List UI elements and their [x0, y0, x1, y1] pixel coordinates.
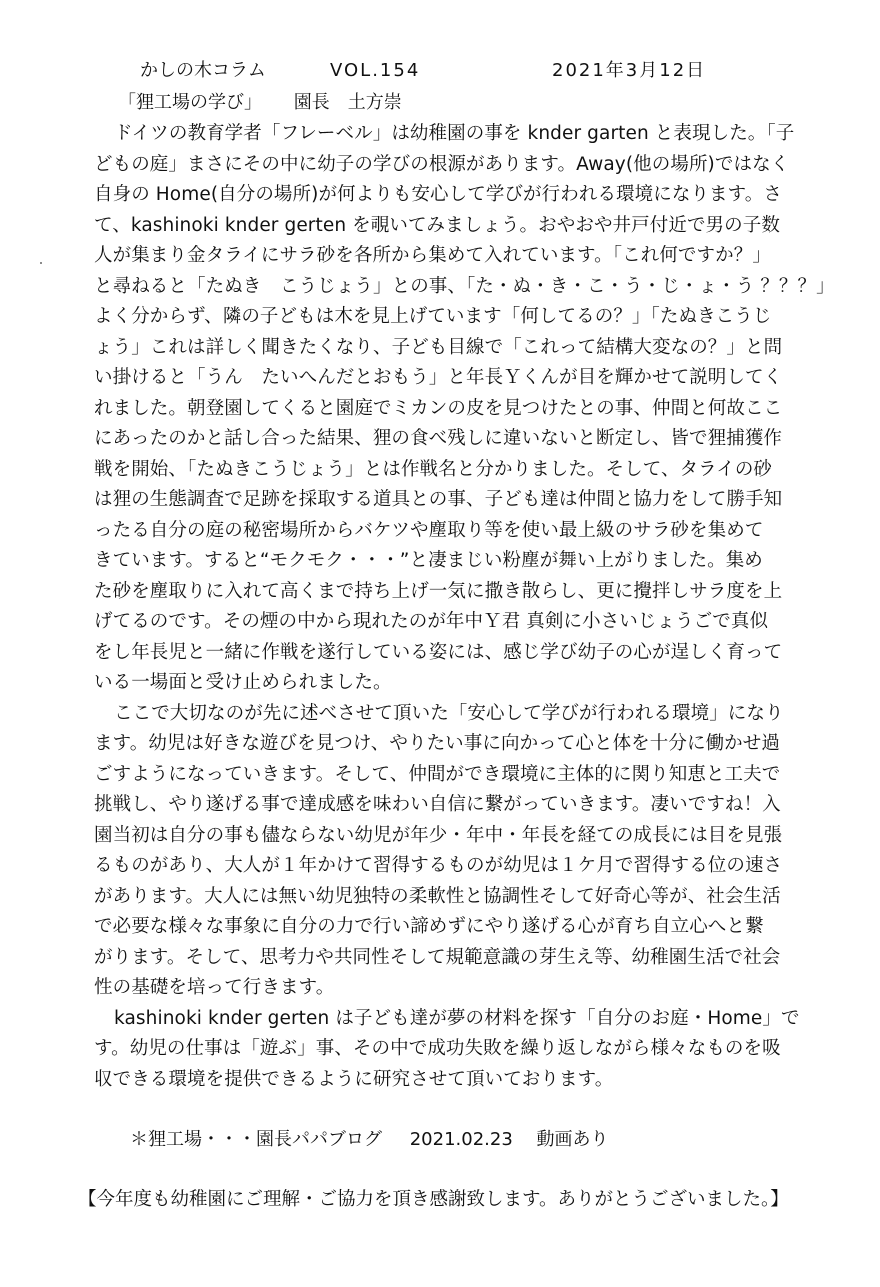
article-heading: [118, 90, 402, 116]
body-line: 園当初は自分の事も儘ならない幼児が年少・年中・年長を経ての成長には目を見張: [94, 824, 783, 846]
body-line: と尋ねると「たぬき こうじょう」との事、「た・ぬ・き・こ・う・じ・ょ・う ？？？」: [94, 275, 835, 297]
body-line: をし年長児と一緒に作戦を遂行している姿には、感じ学び幼子の心が逞しく育って: [94, 641, 783, 663]
note-video: 動画あり: [536, 1129, 609, 1150]
body-line: るものがあり、大人が１年かけて習得するものが幼児は１ケ月で習得する位の速さ: [94, 855, 783, 876]
article-body: [94, 119, 835, 1095]
body-line: 人が集まり金タライにサラ砂を各所から集めて入れています。「これ何ですか？」: [94, 245, 771, 266]
body-line: は狸の生態調査で足跡を採取する道具との事、子ども達は仲間と協力をして勝手知: [94, 489, 783, 510]
body-line: 戦を開始、「たぬきこうじょう」とは作戦名と分かりました。そして、タライの砂: [94, 458, 773, 480]
body-line: ょう」これは詳しく聞きたくなり、子ども目線で「これって結構大変なの？」と問: [94, 336, 783, 358]
body-line: きています。すると“モクモク・・・”と凄まじい粉塵が舞い上がりました。集め: [94, 550, 763, 571]
body-line: にあったのかと話し合った結果、狸の食べ残しに違いないと断定し、皆で狸捕獲作: [94, 428, 783, 449]
body-line: て、kashinoki knder gerten を覗いてみましょう。おやおや井戸付近で男の子数: [94, 214, 780, 236]
body-line: ます。幼児は好きな遊びを見つけ、やりたい事に向かって心と体を十分に働かせ過: [94, 733, 780, 754]
body-line: で必要な様々な事象に自分の力で行い諦めずにやり遂げる心が育ち自立心へと繋: [94, 916, 764, 937]
blog-note: [130, 1126, 609, 1154]
body-line: kashinoki knder gerten は子ども達が夢の材料を探す「自分のお庭・Home」で: [114, 1007, 800, 1029]
body-line: す。幼児の仕事は「遊ぶ」事、その中で成功失敗を繰り返しながら様々なものを吸: [94, 1038, 781, 1059]
body-line: いる一場面と受け止められました。: [94, 672, 392, 693]
body-line: ったる自分の庭の秘密場所からバケツや塵取り等を使い最上級のサラ砂を集めて: [94, 519, 764, 541]
body-line: ドイツの教育学者「フレーベル」は幼稚園の事を knder garten と表現した。「子: [114, 123, 795, 144]
body-line: た砂を塵取りに入れて高くまで持ち上げ一気に撒き散らし、更に攪拌しサラ度を上: [94, 580, 783, 602]
issue-date: 2021年3月12日: [552, 60, 707, 81]
body-line: い掛けると「うん たいへんだとおもう」と年長Ｙくんが目を輝かせて説明してく: [94, 367, 783, 388]
closing-message: 【今年度も幼稚園にご理解・ご協力を頂き感謝致します。ありがとうございました。】: [78, 1189, 789, 1210]
body-line: げてるのです。その煙の中から現れたのが年中Ｙ君 真剣に小さいじょうごで真似: [94, 611, 769, 632]
body-line: どもの庭」まさにその中に幼子の学びの根源があります。Away(他の場所)ではなく: [94, 153, 790, 175]
note-date: 2021.02.23: [409, 1129, 513, 1150]
volume-number: VOL.154: [330, 60, 421, 81]
body-line: 挑戦し、やり遂げる事で達成感を味わい自信に繋がっていきます。凄いですね！入: [94, 794, 781, 815]
body-line: れました。朝登園してくると園庭でミカンの皮を見つけたとの事、仲間と何故ここ: [94, 397, 783, 419]
body-line: 自身の Home(自分の場所)が何よりも安心して学びが行われる環境になります。さ: [94, 184, 782, 205]
column-name: かしの木コラム: [140, 60, 266, 81]
body-line: があります。大人には無い幼児独特の柔軟性と協調性そして好奇心等が、社会生活: [94, 885, 781, 907]
article-title: 「狸工場の学び」: [118, 92, 262, 113]
body-line: 収できる環境を提供できるように研究させて頂いております。: [94, 1068, 614, 1090]
body-line: がります。そして、思考力や共同性そして規範意識の芽生え等、幼稚園生活で社会: [94, 946, 781, 968]
note-text: ＊狸工場・・・園長パパブログ: [130, 1129, 382, 1150]
body-line: ここで大切なのが先に述べさせて頂いた「安心して学びが行われる環境」になり: [114, 702, 784, 724]
body-line: 性の基礎を培って行きます。: [94, 977, 335, 998]
scan-speck: [40, 262, 42, 264]
article-author: 園長 土方崇: [293, 92, 402, 113]
body-line: よく分からず、隣の子どもは木を見上げています「何してるの？」「たぬきこうじ: [94, 306, 772, 327]
body-line: ごすようになっていきます。そして、仲間ができ環境に主体的に関り知恵と工夫で: [94, 763, 781, 785]
